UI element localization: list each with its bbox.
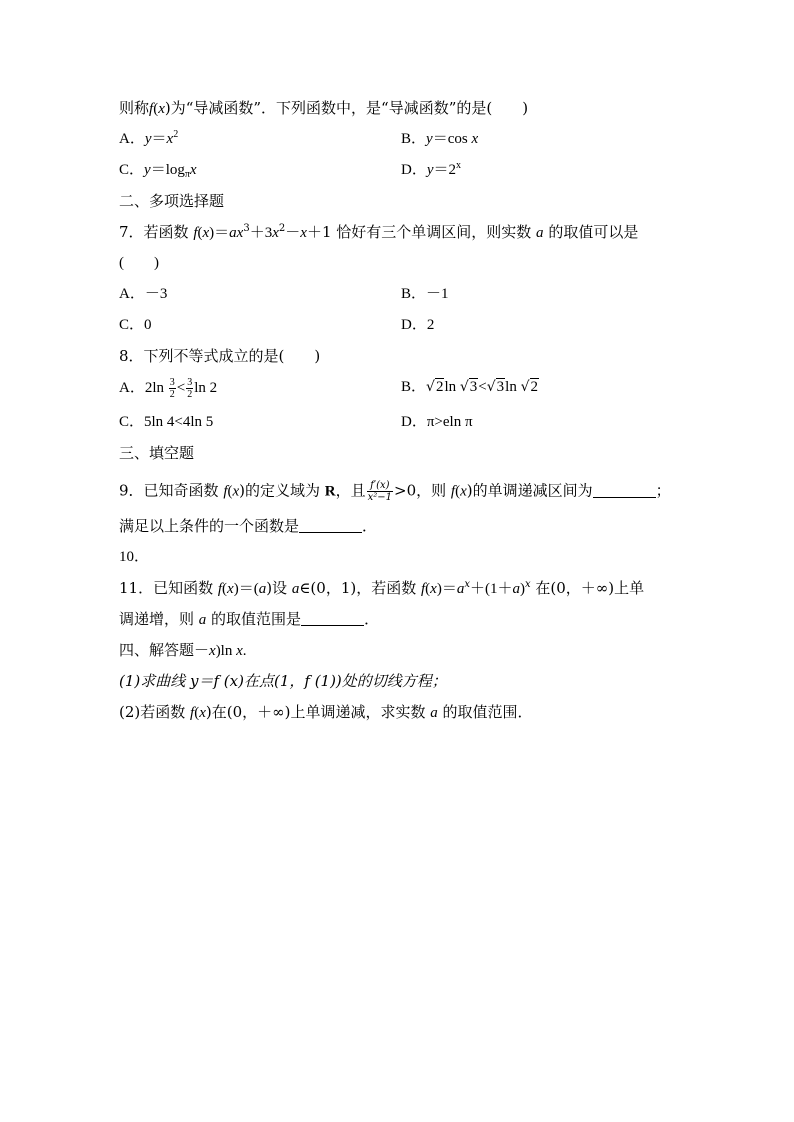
text: . — [242, 643, 247, 659]
text: ． — [364, 610, 380, 628]
var-f: f — [193, 225, 198, 241]
text: ( — [194, 705, 200, 721]
text: 7．若函数 — [119, 223, 194, 241]
var-f: f — [223, 483, 228, 500]
section-heading-fill-in: 三、填空题 — [119, 444, 195, 462]
var-x: x — [460, 483, 467, 500]
denominator: 2 — [169, 389, 175, 400]
exp: x — [524, 579, 531, 590]
var-a: a — [258, 581, 267, 597]
q8-stem: 8．下列不等式成立的是( ) — [119, 347, 321, 365]
fraction — [367, 480, 393, 503]
q8-option-a — [119, 377, 217, 400]
text: 11．已知函数 — [119, 579, 218, 597]
text: 的取值可以是 — [543, 223, 639, 241]
var-x: x — [232, 483, 240, 500]
var-y: y — [426, 131, 433, 147]
q8-option-d: D．π>eln π — [401, 414, 473, 430]
q11-line2 — [119, 609, 379, 630]
numerator: f′(x) — [367, 480, 393, 492]
text: (1)求曲线 y＝f (x)在点(1，f (1))处的切线方程； — [119, 672, 447, 690]
text: )设 — [266, 579, 292, 597]
text: ． — [362, 517, 378, 535]
sqrt-sign: √ — [426, 379, 435, 395]
q6-option-c — [119, 160, 197, 180]
q7-option-a: A．－3 — [119, 286, 168, 302]
var-a: a — [291, 581, 300, 597]
exp: 2 — [173, 129, 179, 140]
radicand: 2 — [530, 379, 539, 395]
var-x: x — [166, 131, 174, 147]
var-f: f — [190, 705, 195, 721]
var-f: f — [149, 101, 154, 117]
part-1 — [119, 671, 447, 691]
answer-blank[interactable] — [299, 518, 362, 533]
var-x: x — [189, 162, 197, 178]
text: A．2ln — [119, 379, 168, 396]
text: )＝( — [233, 581, 259, 597]
var-ax: ax — [229, 225, 244, 241]
text: 满足以上条件的一个函数是 — [119, 517, 300, 535]
denominator: 2 — [187, 389, 193, 400]
q9-line2 — [119, 516, 377, 536]
var-f: f — [217, 581, 223, 597]
radicand: 2 — [435, 379, 444, 395]
label: B． — [401, 379, 427, 395]
q9-stem — [119, 480, 671, 503]
set-R: R — [324, 483, 336, 500]
var-x: x — [209, 643, 216, 659]
q10-stem: 10． — [119, 549, 150, 565]
exp: 3 — [243, 223, 250, 234]
numerator: 3 — [187, 377, 193, 388]
text: ＝log — [150, 162, 185, 178]
text: )＝ — [209, 225, 230, 241]
label: B． — [401, 131, 427, 147]
numerator: 3 — [169, 377, 175, 388]
var-y: y — [426, 162, 434, 178]
var-a: a — [536, 225, 544, 241]
radicand: 3 — [496, 379, 505, 395]
q6-option-b — [401, 129, 478, 149]
text: < — [176, 379, 186, 396]
text: 的取值范围． — [437, 703, 533, 721]
text: ) — [519, 581, 525, 597]
var-a: a — [198, 612, 207, 628]
text: ＝ — [151, 131, 167, 147]
var-x: x — [471, 131, 479, 147]
text: ＋1 恰好有三个单调区间，则实数 — [306, 223, 537, 241]
text: ( — [153, 101, 159, 117]
text: ( — [197, 225, 203, 241]
text: >0，则 — [394, 481, 451, 500]
text: )在(0，＋∞)上单调递减，求实数 — [205, 703, 431, 721]
var-x: x — [202, 225, 210, 241]
answer-blank[interactable] — [593, 483, 656, 498]
text: )的单调递减区间为 — [466, 481, 593, 500]
text: ( — [425, 581, 431, 597]
answer-blank[interactable] — [301, 611, 364, 626]
text: ( — [222, 581, 228, 597]
text: ＋3 — [249, 225, 273, 241]
text: < — [478, 379, 487, 395]
exp: 2 — [278, 223, 286, 234]
text: 9．已知奇函数 — [119, 481, 224, 500]
var-x: x — [236, 643, 243, 659]
text: 则称 — [119, 99, 150, 117]
q7-option-b: B．－1 — [401, 286, 449, 302]
q7-option-c: C．0 — [119, 317, 152, 333]
var-f: f — [450, 483, 456, 500]
part-2 — [119, 702, 533, 723]
q11-stem — [119, 578, 644, 599]
text: ln 2 — [194, 379, 218, 396]
q7-option-d: D．2 — [401, 317, 435, 333]
q7-stem — [119, 222, 638, 243]
text: 四、解答题－ — [119, 641, 210, 659]
text: ＝2 — [433, 162, 457, 178]
text: ( — [227, 483, 233, 500]
section-heading-multiple-choice: 二、多项选择题 — [119, 192, 225, 210]
label: D． — [401, 162, 427, 178]
text: ，且 — [335, 481, 366, 500]
radicand: 3 — [469, 379, 478, 395]
exp: x — [464, 579, 470, 590]
var-x: x — [199, 705, 206, 721]
var-x: x — [158, 101, 165, 117]
sqrt-sign: √ — [520, 379, 530, 395]
text: 的取值范围是 — [206, 610, 302, 628]
q8-option-b — [401, 377, 539, 397]
text: )为“导减函数”．下列函数中，是“导减函数”的是( ) — [164, 99, 529, 117]
label: A． — [119, 131, 145, 147]
section-heading-answer — [119, 640, 247, 661]
text: ； — [655, 481, 671, 500]
text: 在(0，＋∞)上单 — [530, 579, 645, 597]
sqrt-sign: √ — [486, 379, 496, 395]
text: (2)若函数 — [119, 703, 191, 721]
text: － — [285, 225, 301, 241]
q7-paren: ( ) — [119, 255, 159, 271]
var-a: a — [456, 581, 465, 597]
text: ＝cos — [432, 131, 472, 147]
base: π — [184, 169, 190, 180]
text: ln — [505, 379, 521, 395]
exp: x — [456, 160, 462, 171]
fraction — [169, 377, 176, 400]
text: ∈(0，1)，若函数 — [299, 579, 421, 597]
label: C． — [119, 162, 145, 178]
q6-option-d — [401, 160, 461, 180]
text: 调递增，则 — [119, 610, 199, 628]
var-x: x — [430, 581, 437, 597]
var-y: y — [144, 131, 152, 147]
denominator: x²−1 — [367, 492, 393, 503]
var-y: y — [144, 162, 151, 178]
text: ( — [455, 483, 461, 500]
var-a: a — [430, 705, 438, 721]
var-a: a — [512, 581, 520, 597]
text: ＋(1＋ — [469, 581, 513, 597]
text: ln — [444, 379, 460, 395]
q6-stem-end — [119, 98, 528, 119]
var-x: x — [272, 225, 279, 241]
text: )ln — [215, 643, 237, 659]
text: )的定义域为 — [239, 481, 325, 500]
var-f: f — [421, 581, 426, 597]
sqrt-sign: √ — [459, 379, 469, 395]
fraction — [186, 377, 193, 400]
var-x: x — [227, 581, 234, 597]
q8-option-c: C．5ln 4<4ln 5 — [119, 414, 214, 430]
text: )＝ — [436, 581, 457, 597]
q6-option-a — [119, 129, 178, 149]
var-x: x — [300, 225, 307, 241]
